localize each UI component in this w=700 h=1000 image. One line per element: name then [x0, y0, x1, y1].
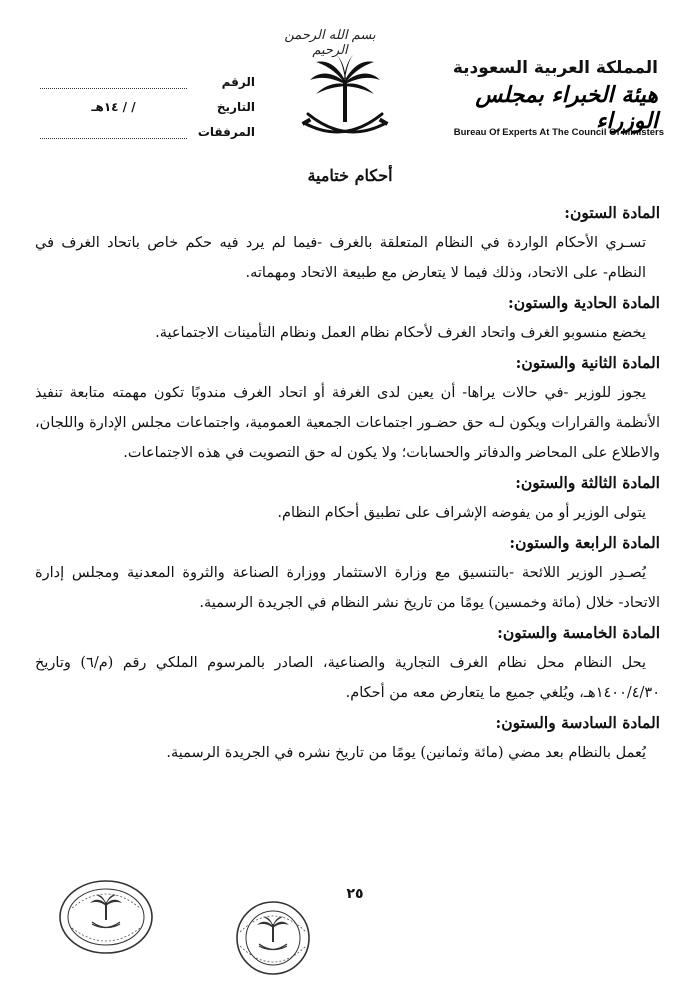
- reference-number-row: [40, 64, 255, 89]
- article: [35, 618, 660, 708]
- article: [35, 708, 660, 768]
- article: [35, 288, 660, 348]
- org-country-name: المملكة العربية السعودية: [452, 58, 658, 78]
- org-name: هيئة الخبراء بمجلس الوزراء: [475, 82, 658, 134]
- article: [35, 198, 660, 288]
- article-heading: المادة الخامسة والستون:: [497, 623, 660, 642]
- reference-number-line: [40, 74, 187, 89]
- article-heading: المادة السادسة والستون:: [495, 713, 660, 732]
- article-body: يُعمل بالنظام بعد مضي (مائة وثمانين) يومًا من تاريخ نشره في الجريدة الرسمية.: [166, 745, 646, 761]
- document-title: أحكام ختامية: [307, 166, 393, 185]
- reference-number-label: الرقم: [221, 75, 255, 89]
- article-body: يتولى الوزير أو من يفوضه الإشراف على تطبيق أحكام النظام.: [277, 505, 646, 521]
- articles-list: [35, 198, 660, 768]
- article-body: يحل النظام محل نظام الغرف التجارية والصناعية، الصادر بالمرسوم الملكي رقم (م/٦) وتاريخ ١٤٠٠/٤/٣٠هـ، ويُلغي جميع ما يتعارض معه من أحكام.: [35, 655, 660, 701]
- article-body: يخضع منسوبو الغرف واتحاد الغرف لأحكام نظام العمل ونظام التأمينات الاجتماعية.: [155, 325, 646, 341]
- reference-date-label: التاريخ: [216, 100, 255, 114]
- palm-swords-emblem-icon: [300, 52, 390, 147]
- reference-block: [40, 64, 255, 139]
- official-seal-stamp: [58, 878, 154, 956]
- article-body: يجوز للوزير -في حالات يراها- أن يعين لدى الغرفة أو اتحاد الغرف مندوبًا تكون مهمته متابعة تنفيذ الأنظمة والقرارات ويكون لـه حق حضـور اجتماعات الجمعية العمومية، واجتماعات مجلس الإدارة واللجان، والاطلاع على المحاضر والدفاتر والحسابات؛ ولا يكون له حق التصويت في هذه الاجتماعات.: [35, 385, 660, 461]
- official-seal-stamp: [228, 900, 318, 976]
- article-heading: المادة الرابعة والستون:: [509, 533, 660, 552]
- page-number: ٢٥: [346, 886, 364, 902]
- article-heading: المادة الثانية والستون:: [515, 353, 660, 372]
- article-body: يُصـدِر الوزير اللائحة -بالتنسيق مع وزارة الاستثمار ووزارة الصناعة والثروة المعدنية ومجلس إدارة الاتحاد- خلال (مائة وخمسين) يومًا من تاريخ نشر النظام في الجريدة الرسمية.: [35, 565, 660, 611]
- article: [35, 348, 660, 468]
- article-heading: المادة الحادية والستون:: [508, 293, 660, 312]
- article-heading: المادة الستون:: [564, 203, 660, 222]
- basmala: بسم الله الرحمن الرحيم: [284, 28, 376, 58]
- org-letterhead: [428, 58, 658, 134]
- article: [35, 528, 660, 618]
- reference-attachments-row: [40, 114, 255, 139]
- article-body: تسـري الأحكام الواردة في النظام المتعلقة بالغرف -فيما لم يرد فيه حكم خاص باتحاد الغرف في النظام- على الاتحاد، وذلك فيما لا يتعارض مع طبيعة الاتحاد ومهماته.: [35, 235, 646, 281]
- org-name-english: Bureau Of Experts At The Council Of Ministers: [453, 127, 664, 138]
- reference-attachments-line: [40, 124, 187, 139]
- article-heading: المادة الثالثة والستون:: [515, 473, 660, 492]
- reference-date-value: / / ١٤هـ: [91, 100, 136, 114]
- reference-attachments-label: المرفقات: [197, 125, 255, 139]
- reference-date-row: [40, 89, 255, 114]
- article: [35, 468, 660, 528]
